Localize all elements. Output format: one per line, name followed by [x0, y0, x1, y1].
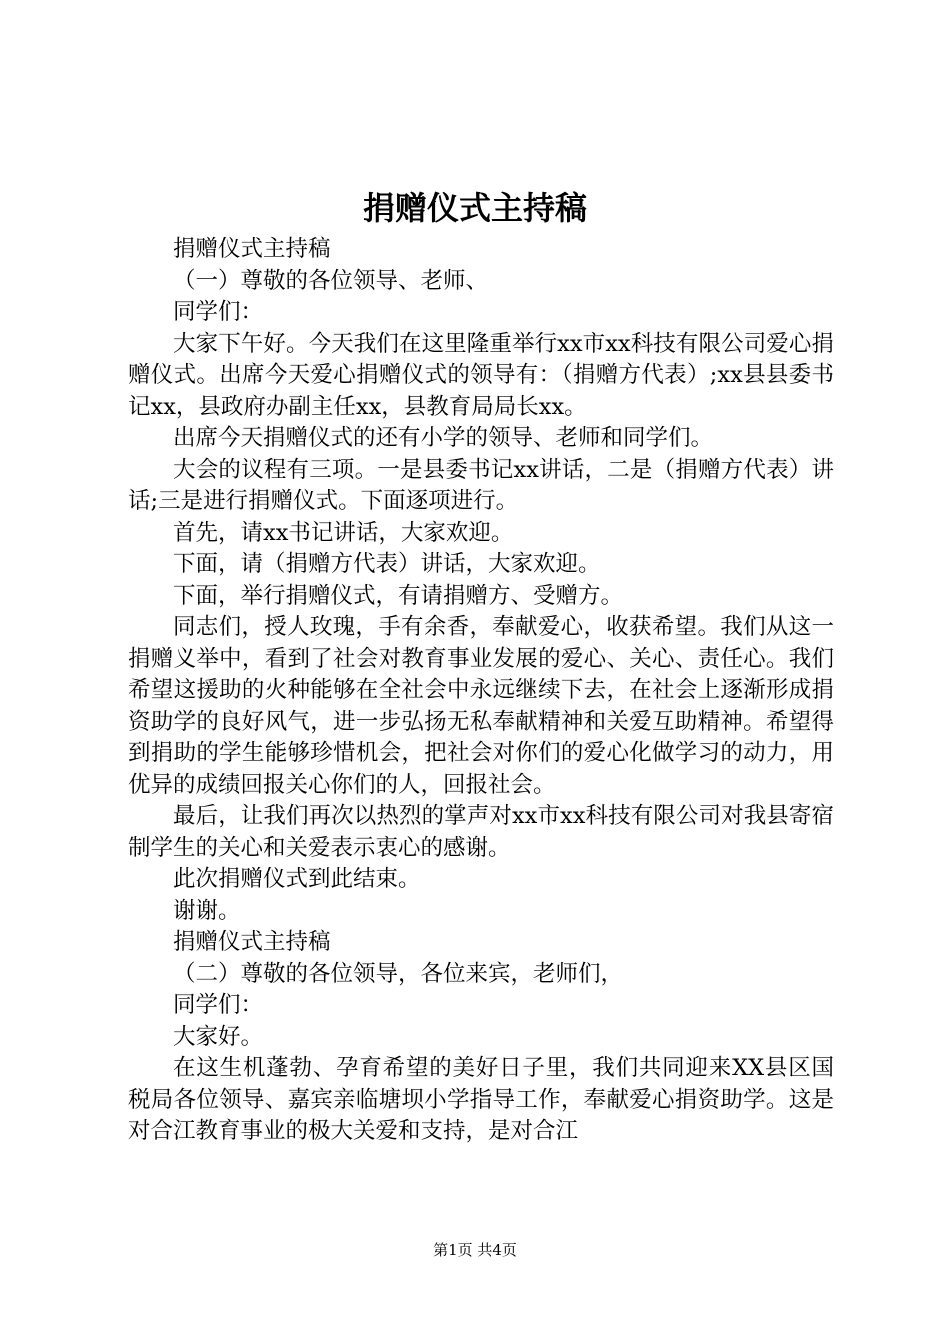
paragraph: 最后，让我们再次以热烈的掌声对xx市xx科技有限公司对我县寄宿制学生的关心和关爱表示衷心的感谢。	[128, 803, 834, 861]
document-title: 捐赠仪式主持稿	[362, 189, 587, 227]
paragraph: 捐赠仪式主持稿	[173, 236, 331, 262]
paragraph: 在这生机蓬勃、孕育希望的美好日子里，我们共同迎来XX县区国税局各位领导、嘉宾亲临塘坝小学指导工作，奉献爱心捐资助学。这是对合江教育事业的极大关爱和支持，是对合江	[128, 1055, 834, 1144]
paragraph: 同学们：	[173, 299, 264, 325]
paragraph: 大会的议程有三项。一是县委书记xx讲话，二是（捐赠方代表）讲话;三是进行捐赠仪式。下面逐项进行。	[128, 456, 834, 514]
paragraph: 此次捐赠仪式到此结束。	[173, 866, 421, 892]
paragraph: 首先，请xx书记讲话，大家欢迎。	[173, 519, 514, 546]
paragraph: 下面，请（捐赠方代表）讲话，大家欢迎。	[173, 551, 601, 577]
paragraph: 谢谢。	[173, 897, 241, 924]
paragraph: （二）尊敬的各位领导，各位来宾，老师们，	[173, 960, 624, 987]
paragraph: 同学们：	[173, 992, 264, 1018]
paragraph: 捐赠仪式主持稿	[173, 929, 331, 955]
paragraph: 出席今天捐赠仪式的还有小学的领导、老师和同学们。	[173, 425, 714, 451]
paragraph: 同志们，授人玫瑰，手有余香，奉献爱心，收获希望。我们从这一捐赠义举中，看到了社会对教育事业发展的爱心、关心、责任心。我们希望这援助的火种能够在全社会中永远继续下去，在社会上逐渐形成捐资助学的良好风气，进一步弘扬无私奉献精神和关爱互助精神。希望得到捐助的学生能够珍惜机会，把社会对你们的爱心化做学习的动力，用优异的成绩回报关心你们的人，回报社会。	[128, 614, 834, 798]
page-number-footer: 第1页 共4页	[433, 1241, 517, 1259]
paragraph: 大家下午好。今天我们在这里隆重举行xx市xx科技有限公司爱心捐赠仪式。出席今天爱心捐赠仪式的领导有：（捐赠方代表）;xx县县委书记xx，县政府办副主任xx，县教育局局长xx。	[128, 330, 834, 420]
document-body	[128, 234, 834, 1148]
paragraph: 下面，举行捐赠仪式，有请捐赠方、受赠方。	[173, 582, 624, 609]
paragraph: （一）尊敬的各位领导、老师、	[173, 267, 489, 294]
paragraph: 大家好。	[173, 1023, 264, 1050]
